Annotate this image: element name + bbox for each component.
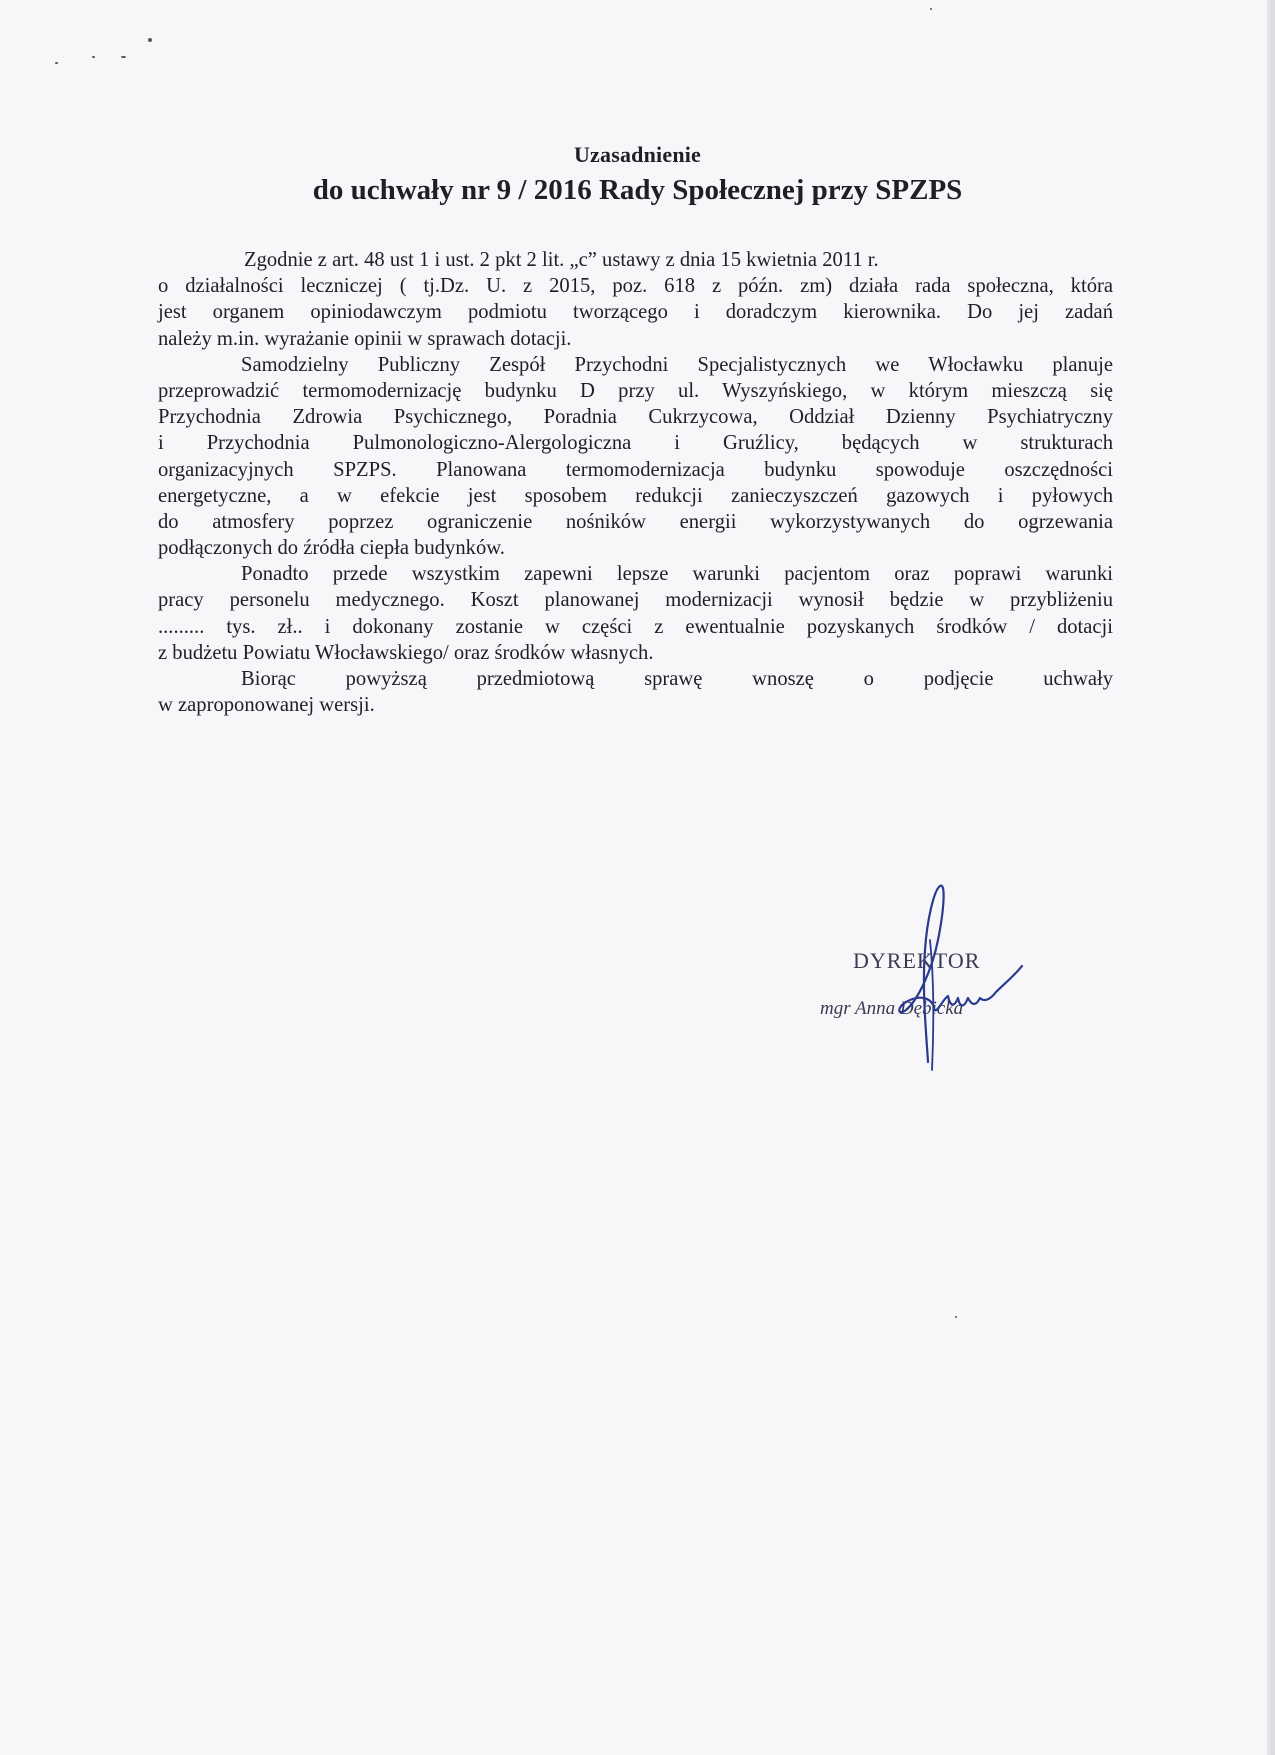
body-line: organizacyjnych SPZPS. Planowana termomodernizacja budynku spowoduje oszczędności (158, 458, 1113, 481)
body-line: Zgodnie z art. 48 ust 1 i ust. 2 pkt 2 lit. „c” ustawy z dnia 15 kwietnia 2011 r. (244, 249, 879, 271)
signature-name: mgr Anna Dębicka (820, 998, 964, 1019)
body-line: jest organem opiniodawczym podmiotu tworzącego i doradczym kierownika. Do jej zadań (158, 301, 1113, 324)
body-line: przeprowadzić termomodernizację budynku D przy ul. Wyszyńskiego, w którym mieszczą się (158, 379, 1113, 402)
document-title: Uzasadnienie (573, 142, 702, 167)
body-line: z budżetu Powiatu Włocławskiego/ oraz środków własnych. (158, 641, 654, 664)
handwritten-signature-icon (810, 880, 1070, 1080)
document-subtitle: do uchwały nr 9 / 2016 Rady Społecznej przy SPZPS (312, 174, 963, 206)
body-line: ......... tys. zł.. i dokonany zostanie w części z ewentualnie pozyskanych środków / dotacji (158, 615, 1113, 638)
body-line: Biorąc powyższą przedmiotową sprawę wnoszę o podjęcie uchwały (241, 668, 1113, 690)
body-line: Ponadto przede wszystkim zapewni lepsze warunki pacjentom oraz poprawi warunki (241, 563, 1113, 586)
body-line: o działalności leczniczej ( tj.Dz. U. z 2015, poz. 618 z późn. zm) działa rada społeczna, która (158, 275, 1113, 298)
body-line: pracy personelu medycznego. Koszt planowanej modernizacji wynosił będzie w przybliżeniu (158, 589, 1113, 612)
body-line: i Przychodnia Pulmonologiczno-Alergologiczna i Gruźlicy, będących w strukturach (158, 432, 1113, 455)
body-line: w zaproponowanej wersji. (158, 694, 375, 717)
body-line: do atmosfery poprzez ograniczenie nośników energii wykorzystywanych do ogrzewania (158, 510, 1113, 533)
body-line: Przychodnia Zdrowia Psychicznego, Poradnia Cukrzycowa, Oddział Dzienny Psychiatryczny (158, 406, 1113, 429)
document-body (158, 247, 1113, 718)
signature-title: DYREKTOR (853, 948, 981, 973)
body-line: Samodzielny Publiczny Zespół Przychodni Specjalistycznych we Włocławku planuje (241, 353, 1113, 376)
body-line: należy m.in. wyrażanie opinii w sprawach dotacji. (158, 327, 572, 350)
scan-edge-shadow (1267, 0, 1275, 1755)
body-line: energetyczne, a w efekcie jest sposobem redukcji zanieczyszczeń gazowych i pyłowych (158, 484, 1113, 507)
body-line: podłączonych do źródła ciepła budynków. (158, 537, 505, 560)
signature-block (810, 880, 1070, 1080)
